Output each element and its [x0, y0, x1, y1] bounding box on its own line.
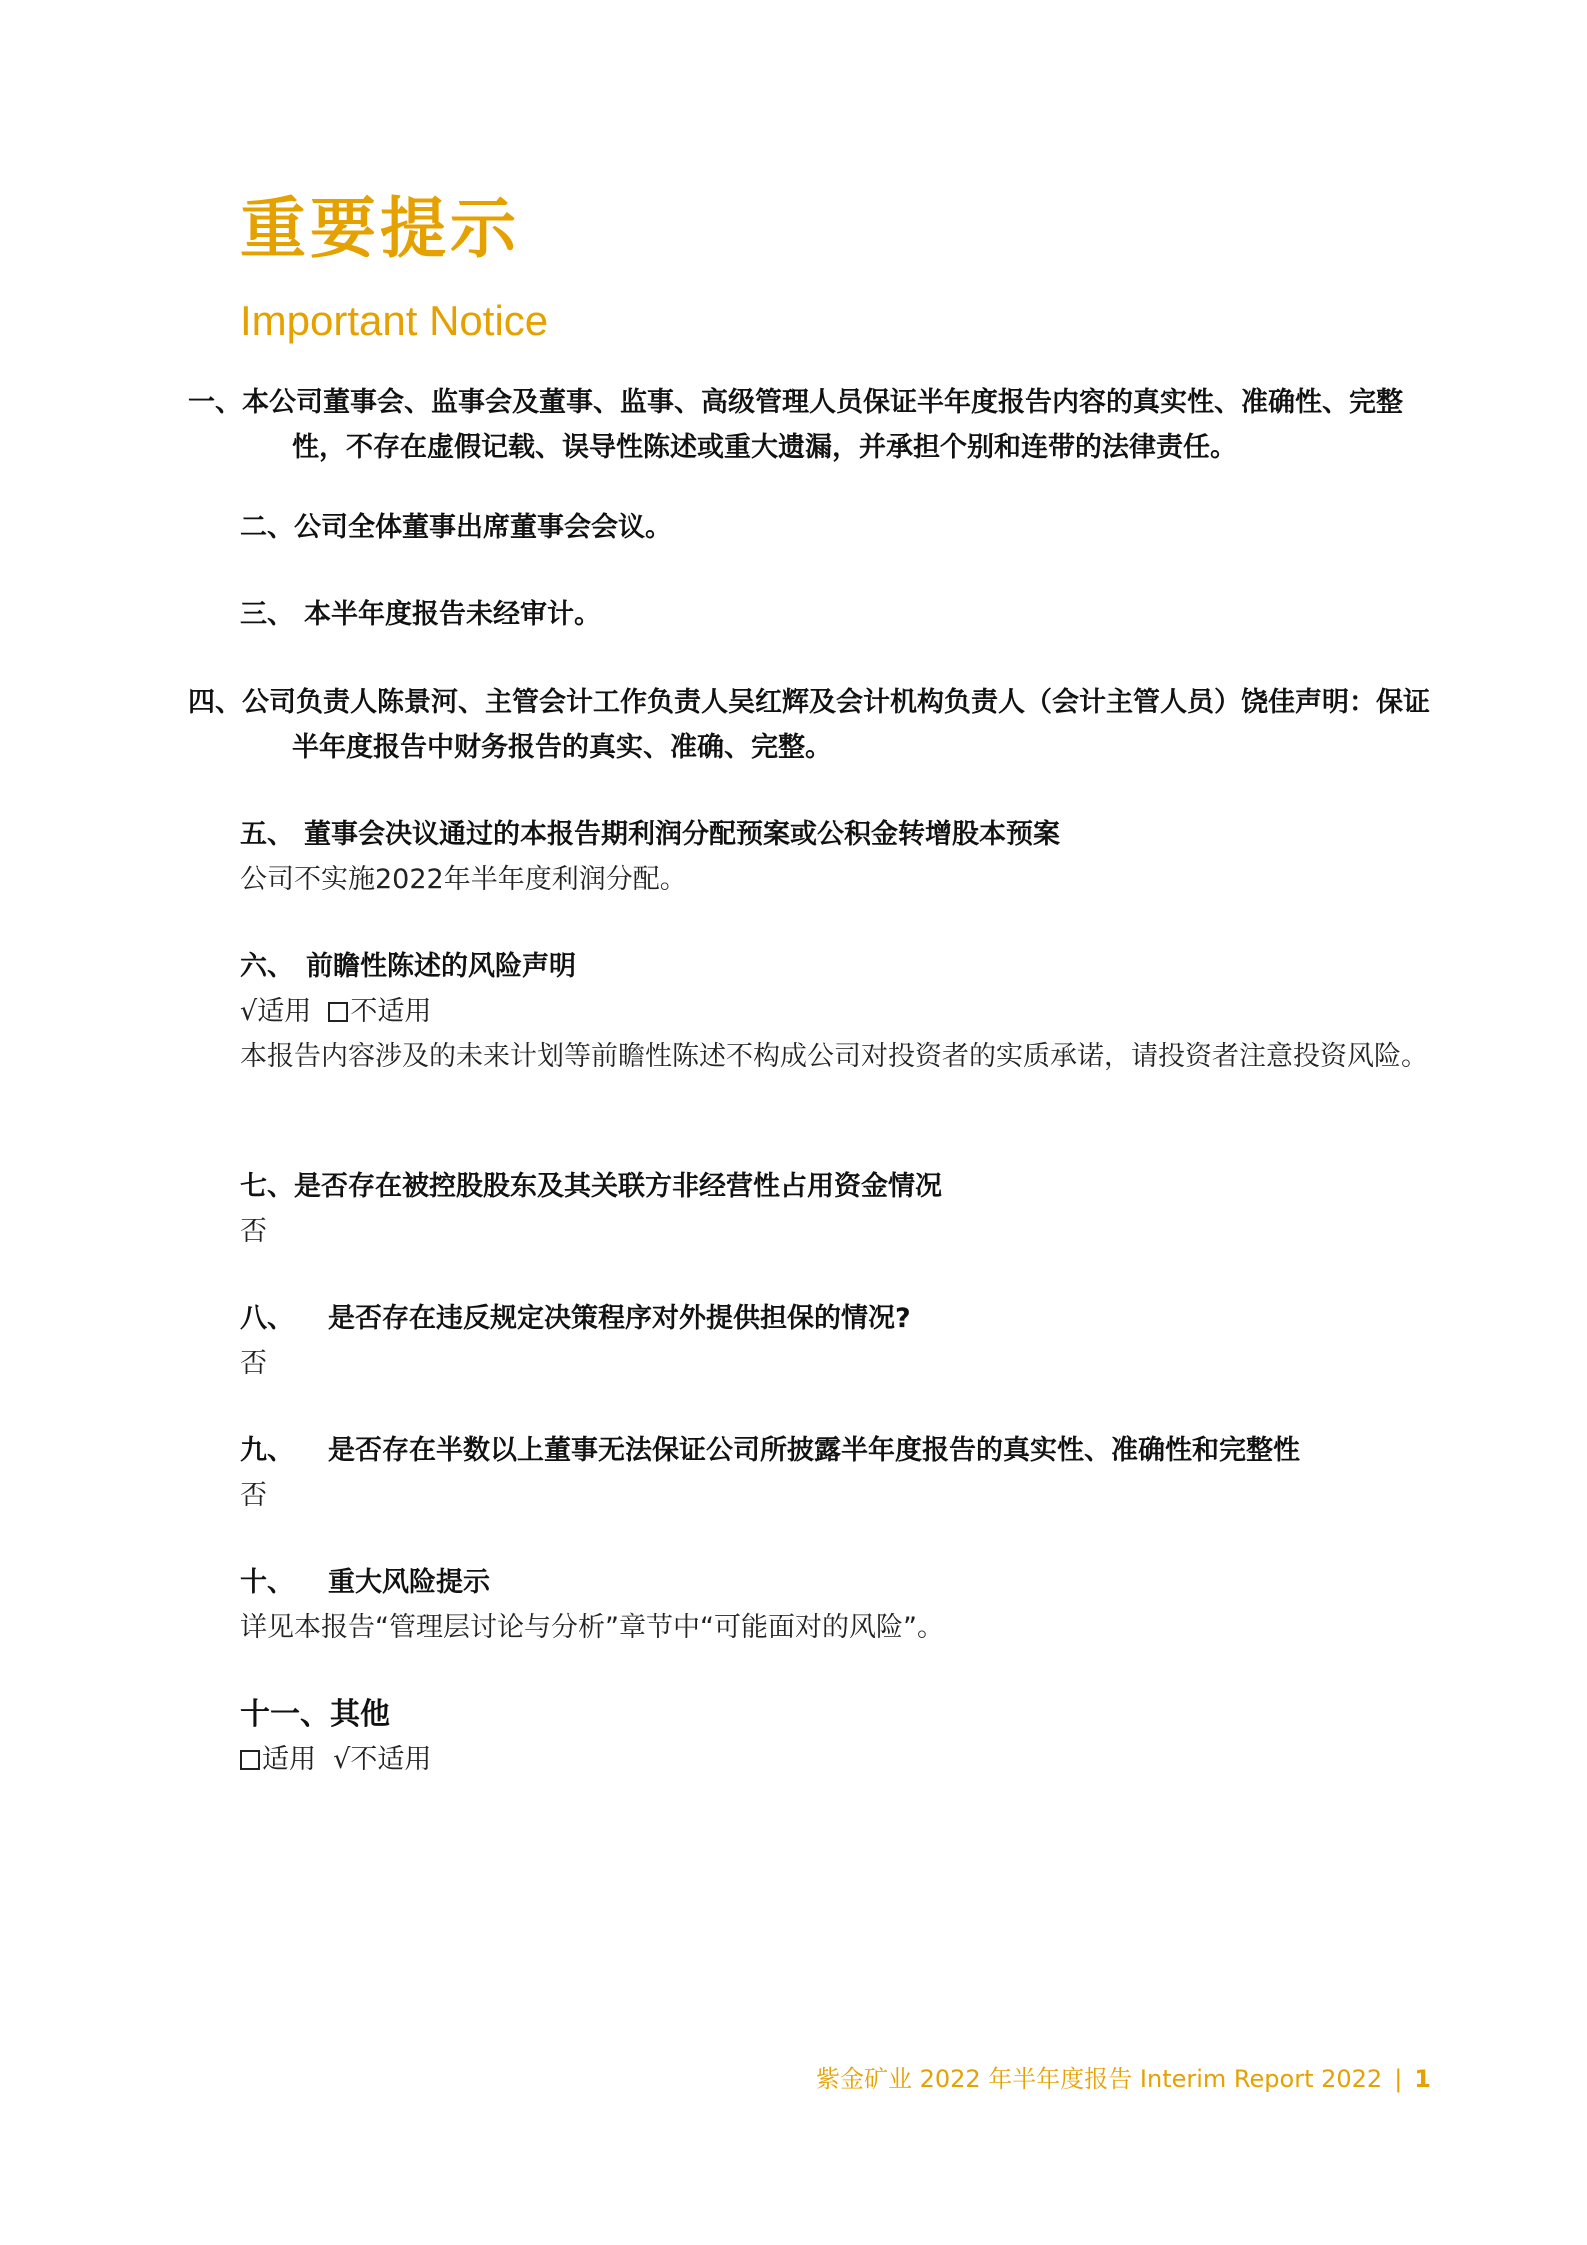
notice-body: 否	[240, 1480, 267, 1511]
notice-heading: 十、 重大风险提示	[240, 1567, 490, 1598]
notice-item-11	[240, 1692, 1430, 1782]
notice-item-6	[240, 944, 1430, 1079]
notice-heading: 四、公司负责人陈景河、主管会计工作负责人吴红辉及会计机构负责人（会计主管人员）饶佳声明：保证半年度报告中财务报告的真实、准确、完整。	[188, 687, 1430, 763]
checkbox-not-applicable-label: 不适用	[350, 996, 432, 1027]
page-footer	[816, 2064, 1431, 2094]
page-title: 重要提示	[240, 190, 520, 267]
notice-item-7	[240, 1164, 1430, 1254]
notice-item-1	[188, 380, 1430, 470]
notice-heading: 十一、其他	[240, 1697, 390, 1732]
notice-item-2	[240, 505, 1430, 550]
notice-item-10	[240, 1560, 1430, 1650]
applicability-checkboxes	[240, 989, 1430, 1034]
notice-body: 本报告内容涉及的未来计划等前瞻性陈述不构成公司对投资者的实质承诺，请投资者注意投资风险。	[240, 1041, 1428, 1072]
page-subtitle: Important Notice	[240, 297, 549, 344]
notice-item-8	[240, 1296, 1430, 1386]
notice-item-9	[240, 1428, 1430, 1518]
notice-heading: 九、 是否存在半数以上董事无法保证公司所披露半年度报告的真实性、准确性和完整性	[240, 1435, 1300, 1466]
notice-heading: 一、本公司董事会、监事会及董事、监事、高级管理人员保证半年度报告内容的真实性、准确性、完整性，不存在虚假记载、误导性陈述或重大遗漏，并承担个别和连带的法律责任。	[188, 387, 1403, 463]
footer-report-title: 紫金矿业 2022 年半年度报告 Interim Report 2022	[815, 2065, 1383, 2093]
notice-heading: 七、是否存在被控股股东及其关联方非经营性占用资金情况	[240, 1171, 942, 1202]
notice-body: 否	[240, 1348, 267, 1379]
page-number: 1	[1414, 2065, 1431, 2093]
notice-body: 详见本报告“管理层讨论与分析”章节中“可能面对的风险”。	[240, 1612, 944, 1643]
notice-item-4	[188, 680, 1430, 770]
notice-heading: 二、公司全体董事出席董事会会议。	[240, 512, 672, 543]
notice-heading: 五、 董事会决议通过的本报告期利润分配预案或公积金转增股本预案	[240, 819, 1060, 850]
footer-separator: |	[1394, 2065, 1403, 2093]
notice-heading: 六、 前瞻性陈述的风险声明	[240, 951, 576, 982]
checkbox-empty-icon	[328, 1002, 348, 1022]
applicability-checkboxes	[240, 1737, 1430, 1782]
notice-item-5	[240, 812, 1430, 902]
notice-body: 公司不实施2022年半年度利润分配。	[240, 864, 687, 895]
checkbox-empty-icon	[240, 1750, 260, 1770]
checkbox-applicable-label: 适用	[262, 1744, 316, 1775]
notice-heading: 八、 是否存在违反规定决策程序对外提供担保的情况?	[240, 1303, 911, 1334]
notice-body: 否	[240, 1216, 267, 1247]
notice-heading: 三、 本半年度报告未经审计。	[240, 599, 601, 630]
checkbox-not-applicable-checked: √不适用	[333, 1744, 432, 1775]
notice-item-3	[240, 592, 1430, 637]
checkbox-applicable-checked: √适用	[240, 996, 312, 1027]
